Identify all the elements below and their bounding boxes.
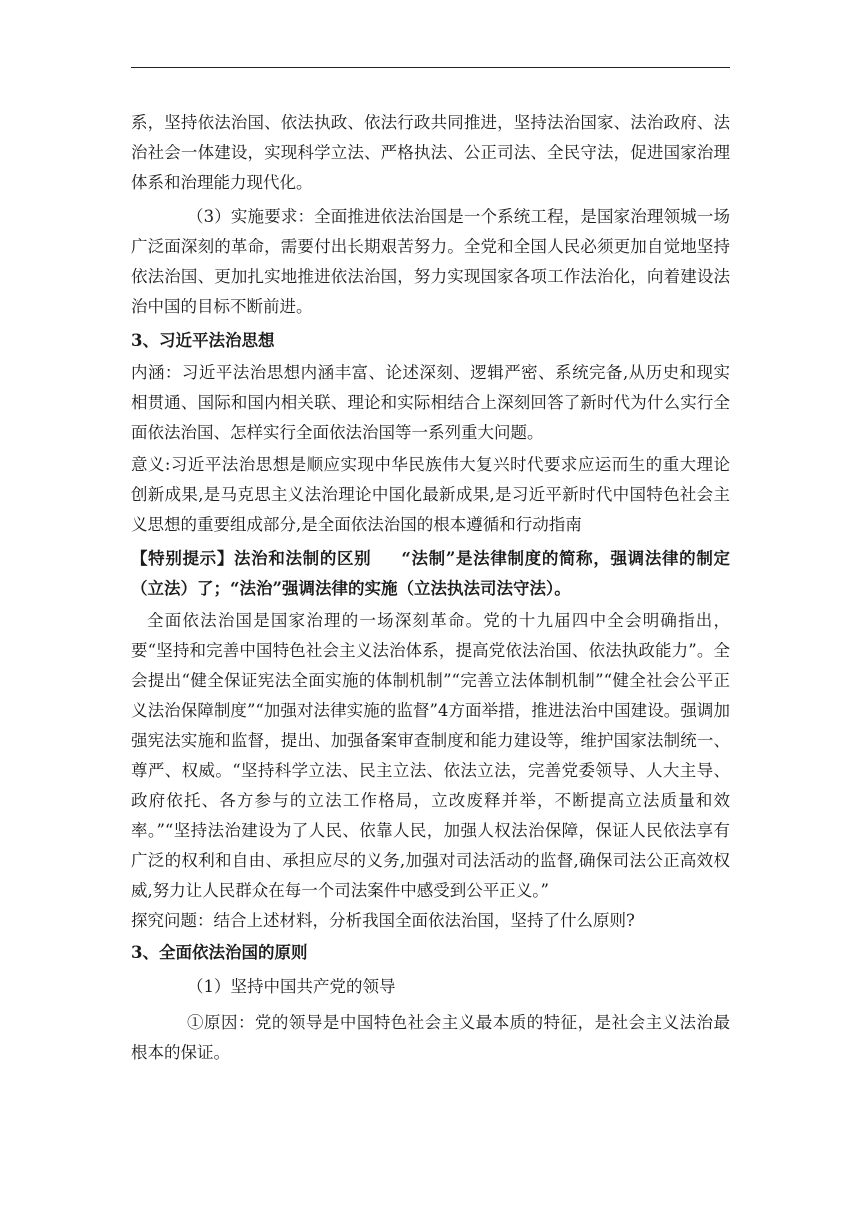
heading-principles: 3、全面依法治国的原则: [131, 943, 308, 962]
paragraph-inquiry-question: 探究问题：结合上述材料，分析我国全面依法治国，坚持了什么原则?: [131, 911, 635, 930]
paragraph-reason: ①原因：党的领导是中国特色社会主义最本质的特征，是社会主义法治最根本的保证。: [131, 1013, 730, 1062]
paragraph-implementation-requirements: （3）实施要求：全面推进依法治国是一个系统工程，是国家治理领城一场广泛面深刻的革命，需要付出长期艰苦努力。全党和全国人民必须更加自觉地坚持依法治国、更加扎实地推进依法治国，努力实现国家各项工作法治化，向着建设法治中国的目标不断前进。: [131, 207, 730, 316]
special-tip-content: “法制”是法律制度的简称，强调法律的制定（立法）了；“法治”强调法律的实施（立法执法司法守法）。: [131, 549, 731, 598]
special-tip: [131, 544, 730, 604]
paragraph-rule-of-law-system: 系，坚持依法治国、依法执政、依法行政共同推进，坚持法治国家、法治政府、法治社会一体建设，实现科学立法、严格执法、公正司法、全民守法，促进国家治理体系和治理能力现代化。: [131, 113, 730, 192]
paragraph-connotation: 内涵：习近平法治思想内涵丰富、论述深刻、逻辑严密、系统完备,从历史和现实相贯通、国际和国内相关联、理论和实际相结合上深刻回答了新时代为什么实行全面依法治国、怎样实行全面依法治国等一系列重大问题。: [131, 363, 730, 442]
special-tip-label: 【特别提示】法治和法制的区别: [131, 549, 372, 568]
paragraph-party-leadership: （1）坚持中国共产党的领导: [187, 977, 396, 996]
paragraph-significance: 意义:习近平法治思想是顺应实现中华民族伟大复兴时代要求应运而生的重大理论创新成果,是马克思主义法治理论中国化最新成果,是习近平新时代中国特色社会主义思想的重要组成部分,是全面依法治国的根本遵循和行动指南: [131, 455, 730, 534]
document-body: [131, 108, 730, 1068]
header-rule: [131, 67, 730, 68]
paragraph-material: 全面依法治国是国家治理的一场深刻革命。党的十九届四中全会明确指出，要“坚持和完善中国特色社会主义法治体系，提高党依法治国、依法执政能力”。全会提出“健全保证宪法全面实施的体制机制”“完善立法体制机制”“健全社会公平正义法治保障制度”“加强对法律实施的监督”4方面举措，推进法治中国建设。强调加强宪法实施和监督，提出、加强备案审查制度和能力建设等，维护国家法制统一、尊严、权威。“坚持科学立法、民主立法、依法立法，完善党委领导、人大主导、政府依托、各方参与的立法工作格局，立改废释并举，不断提高立法质量和效率。”“坚持法治建设为了人民、依靠人民，加强人权法治保障，保证人民依法享有广泛的权利和自由、承担应尽的义务,加强对司法活动的监督,确保司法公正高效权威,努力让人民群众在每一个司法案件中感受到公平正义。”: [131, 611, 730, 900]
heading-xi-rule-of-law-thought: 3、习近平法治思想: [131, 331, 275, 350]
